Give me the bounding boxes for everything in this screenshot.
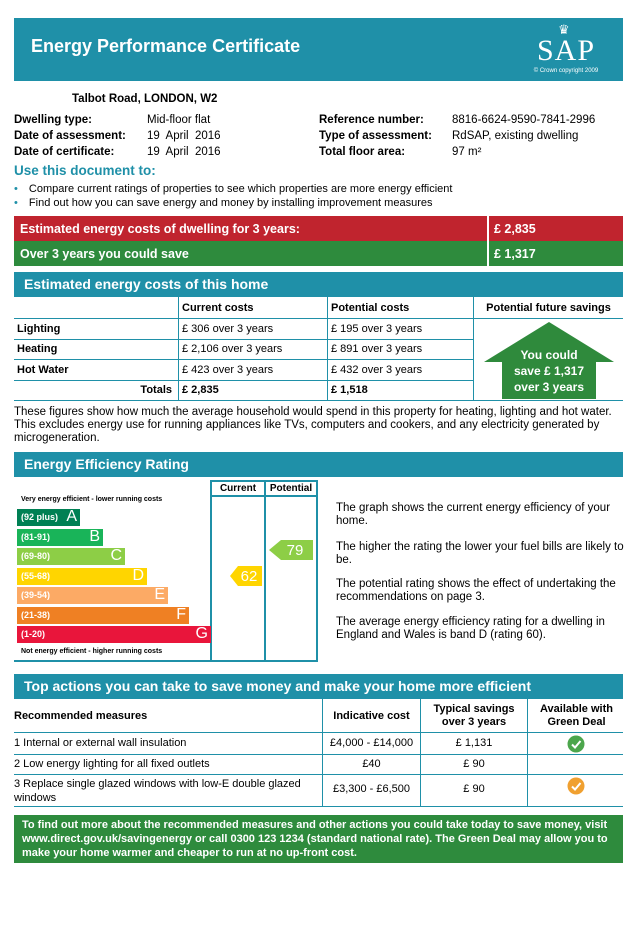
date-assessment-label: Date of assessment: [14,130,126,142]
row-divider [14,339,474,340]
action-measure-2: 2 Low energy lighting for all fixed outlets [14,758,210,770]
efficiency-section-heading [14,452,623,477]
efficiency-text-2: The higher the rating the lower your fuel bills are likely to be. [336,541,624,566]
costs-table-area [14,297,623,401]
rating-band-letter: G [195,625,208,642]
sap-logo-text: SAP [536,34,596,67]
potential-rating-value: 79 [286,542,304,559]
arrow-text-line1: You could [520,348,578,362]
green-deal-footer [14,815,623,863]
bullet-icon: • [14,183,18,195]
row-divider [14,400,623,401]
column-divider [327,297,328,401]
use-document-bullet [14,183,452,195]
actions-table [14,699,623,807]
totals-current-cost: £ 2,835 [182,384,219,396]
rating-band-b [17,529,103,546]
use-document-bullet [14,197,432,209]
rating-band-c [17,548,125,565]
band-divider [487,241,489,266]
column-divider [178,297,179,401]
type-assessment-label: Type of assessment: [319,130,432,142]
band-divider [487,216,489,241]
rating-band-a [17,509,80,526]
floor-area-label: Total floor area: [319,146,406,158]
column-divider [527,699,528,807]
chart-frame-line [210,480,318,482]
costs-section-heading [14,272,623,297]
costs-note: These figures show how much the average household would spend in this property for heating, lighting and hot water. This excludes energy use for running appliances like TVs, computers and cookers, and any electricity generated by microgeneration. [14,406,612,444]
row-label-lighting: Lighting [17,323,61,335]
row-divider [14,806,623,807]
efficiency-text-1: The graph shows the current energy efficiency of your home. [336,502,611,527]
rating-band-range: (92 plus) [21,512,59,522]
cost-header: Indicative cost [333,710,410,722]
totals-label: Totals [140,384,172,396]
property-address: Talbot Road, LONDON, W2 [72,93,218,105]
rating-band-letter: D [132,566,144,584]
arrow-text-line2: save £ 1,317 [513,364,585,378]
savings-header: Typical savings over 3 years [433,703,515,728]
future-savings-header: Potential future savings [486,302,611,314]
action-measure-3: 3 Replace single glazed windows with low-E double glazed windows [14,778,301,804]
use-document-heading: Use this document to: [14,163,156,178]
floor-area-value: 97 m² [452,146,482,158]
estimated-costs-label: Estimated energy costs of dwelling for 3 years: [20,222,300,236]
rating-band-range: (55-68) [21,570,51,581]
green-deal-check-icon [567,777,585,795]
crown-icon: ♛ [558,22,570,37]
rating-band-e [17,587,168,604]
date-assessment-value: 19 April 2016 [147,130,221,142]
lighting-potential-cost: £ 195 over 3 years [331,323,423,335]
certificate-title: Energy Performance Certificate [31,36,301,56]
certificate-header [14,18,623,81]
green-deal-check-icon [567,735,585,753]
rating-band-letter: E [154,586,165,603]
green-deal-header: Available with Green Deal [540,703,613,728]
actions-section-title: Top actions you can take to save money and make your home more efficient [24,678,531,694]
arrow-text-line3: over 3 years [513,380,585,394]
crown-copyright: © Crown copyright 2009 [533,68,599,74]
efficiency-text-3: The potential rating shows the effect of undertaking the recommendations on page 3. [336,578,616,603]
footer-text-1: To find out more about the recommended measures and other actions you could take today to save money, visit [22,819,608,831]
current-rating-value: 62 [240,568,258,585]
bullet-text: Find out how you can save energy and money by installing improvement measures [28,197,433,209]
rating-band-letter: B [89,527,100,545]
rating-band-range: (21-38) [21,609,51,620]
hot-water-potential-cost: £ 432 over 3 years [331,364,423,376]
rating-band-range: (69-80) [21,551,51,561]
estimated-costs-value: £ 2,835 [494,222,536,236]
row-divider [14,732,623,733]
very-efficient-note: Very energy efficient - lower running costs [21,496,163,503]
totals-potential-cost: £ 1,518 [331,384,368,396]
rating-band-letter: C [110,547,122,564]
potential-column-header: Potential [269,483,313,494]
lighting-current-cost: £ 306 over 3 years [182,323,274,335]
row-divider [14,754,623,755]
hot-water-current-cost: £ 423 over 3 years [182,364,274,376]
action-cost-1: £4,000 - £14,000 [329,737,414,749]
current-costs-header: Current costs [182,302,254,314]
row-divider [14,359,474,360]
rating-band-range: (81-91) [21,531,51,542]
costs-section-title: Estimated energy costs of this home [24,276,269,292]
action-saving-2: £ 90 [463,758,485,770]
dwelling-type-value: Mid-floor flat [147,114,211,126]
chart-frame-line [210,495,318,497]
row-divider [14,318,623,319]
rating-band-range: (1-20) [21,629,46,639]
action-measure-1: 1 Internal or external wall insulation [14,737,187,749]
action-saving-3: £ 90 [463,783,485,795]
chart-frame-line [316,480,318,662]
footer-text-2: (standard national rate). The Green Deal may allow you to make your home warmer and cheaper to run at no up-front cost. [22,833,608,859]
efficiency-text-4: The average energy efficiency rating for a dwelling in England and Wales is band D (rating 60). [336,616,605,641]
row-divider [14,380,474,381]
rating-band-f [17,607,189,624]
current-column-header: Current [219,483,257,494]
date-certificate-label: Date of certificate: [14,146,115,158]
action-cost-2: £40 [362,758,381,770]
measures-header: Recommended measures [14,710,148,722]
rating-band-letter: A [66,508,77,525]
type-assessment-value: RdSAP, existing dwelling [452,130,579,142]
bullet-icon: • [14,197,18,209]
chart-frame-line [264,480,266,662]
dwelling-type-label: Dwelling type: [14,114,92,126]
rating-band-letter: F [176,605,186,623]
reference-value: 8816-6624-9590-7841-2996 [452,114,596,126]
row-divider [14,774,623,775]
not-efficient-note: Not energy efficient - higher running costs [21,648,163,655]
row-label-hot-water: Hot Water [17,364,69,376]
heating-current-cost: £ 2,106 over 3 years [182,343,283,355]
rating-band-g [17,626,211,643]
heating-potential-cost: £ 891 over 3 years [331,343,423,355]
efficiency-chart [14,480,318,662]
reference-label: Reference number: [319,114,424,126]
action-cost-3: £3,300 - £6,500 [332,783,411,795]
rating-band-d [17,568,147,585]
sap-logo [523,22,609,78]
savings-value: £ 1,317 [494,247,536,261]
footer-link[interactable]: www.direct.gov.uk/savingenergy or call 0300 123 1234 [22,833,304,845]
actions-section-heading [14,674,623,699]
row-label-heating: Heating [17,343,58,355]
chart-frame-line [14,660,318,662]
savings-band [14,241,623,266]
potential-costs-header: Potential costs [331,302,410,314]
savings-label: Over 3 years you could save [20,247,189,261]
bullet-text: Compare current ratings of properties to see which properties are more energy efficient [28,183,453,195]
estimated-costs-band [14,216,623,241]
action-saving-1: £ 1,131 [455,737,493,749]
date-certificate-value: 19 April 2016 [147,146,221,158]
efficiency-section-title: Energy Efficiency Rating [24,456,189,472]
rating-band-range: (39-54) [21,590,51,600]
